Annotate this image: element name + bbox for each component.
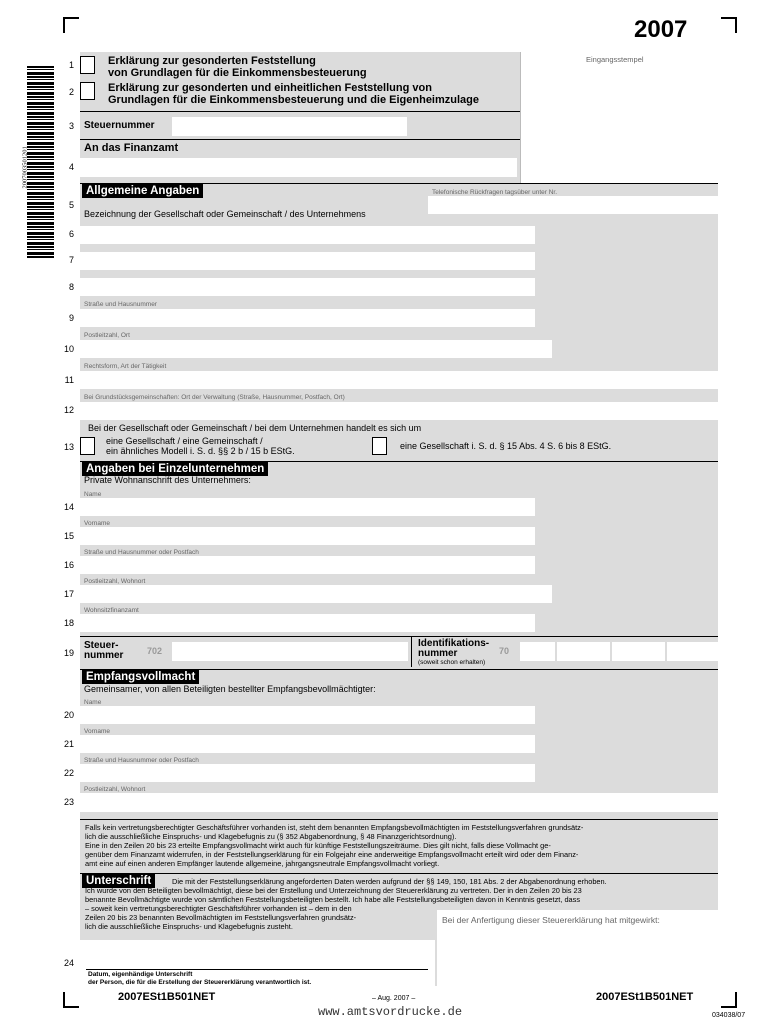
unterschrift-note-line: lich die ausschließliche Einspruchs- und Klagebefugnis zusteht. [85,922,293,931]
line-number: 14 [63,502,74,512]
empfang-note-line: lich die ausschließliche Einspruchs- und Klagebefugnis zu (§ 352 Abgabenordnung, § 48 Finanzgerichtsordnung). [85,832,457,841]
line-number: 21 [63,739,74,749]
line-number: 1 [68,60,74,70]
ident-label-b: nummer [418,648,458,659]
eingangsstempel-label: Eingangsstempel [586,55,644,64]
empfang-note-line: Eine in den Zeilen 20 bis 23 erteilte Empfangsvollmacht wirkt auch für künftige Feststellungszeiträume. Dies gilt nicht, falls diese Vollmacht ge- [85,841,551,850]
section-unterschrift: Unterschrift [82,874,155,888]
ident-code: 70 [499,646,510,656]
line-number: 5 [68,200,74,210]
einzel-steuer-code: 702 [147,646,163,656]
unterschrift-note-line: – soweit kein vertretungsberechtigter Geschäftsführer vorhanden ist – dem in den [85,904,352,913]
ident-divider [411,637,412,667]
plz-ort-field[interactable] [80,340,552,358]
ident-field-1[interactable] [520,642,555,661]
ident-label-a: Identifikations- [418,638,490,649]
unterschrift-note-first: Die mit der Feststellungserklärung angeforderten Daten werden aufgrund der §§ 149, 150, 181 Abs. 2 der Abgabenordnung erhoben. [172,877,607,886]
decl1-text-a: Erklärung zur gesonderten Feststellung [108,55,316,67]
einzel-wohnsitz-field[interactable] [80,614,535,632]
einzel-name-field[interactable] [80,498,535,516]
einzel-vorname-label: Vorname [84,520,111,527]
steuernummer-field[interactable] [172,117,407,136]
opt2-text: eine Gesellschaft i. S. d. § 15 Abs. 4 S. 6 bis 8 EStG. [400,441,612,451]
doc-number: 034038/07 [712,1012,746,1019]
bezeichnung-label: Bezeichnung der Gesellschaft oder Gemeinschaft / des Unternehmens [84,209,366,219]
einzel-name-label: Name [84,491,102,498]
opt2-checkbox[interactable] [372,437,387,455]
bezeichnung-field-8[interactable] [80,278,535,296]
empfang-note-line: amt eine auf einen anderen Empfänger lautende allgemeine, jahrgangsneutrale Empfangsvollmacht vorliegt. [85,859,440,868]
einzel-strasse-label: Straße und Hausnummer oder Postfach [84,549,199,556]
corner-mark-top-left [63,17,79,33]
einzel-strasse-field[interactable] [80,556,535,574]
ident-field-3[interactable] [612,642,665,661]
line-number: 2 [68,87,74,97]
phone-field[interactable] [428,196,718,214]
line-number: 24 [63,958,74,968]
opt1-text-a: eine Gesellschaft / eine Gemeinschaft / [106,436,263,446]
corner-mark-bottom-left [63,992,79,1008]
line-number: 13 [63,442,74,452]
einzel-wohnsitz-label: Wohnsitzfinanzamt [84,607,139,614]
divider [80,819,718,820]
empfang-note-line: genüber dem Finanzamt widerrufen, in der Feststellungserklärung für ein Folgejahr eine anderweitige Empfangsvollmacht erteilt wird oder dem Finanz- [85,850,579,859]
empfang-strasse-field[interactable] [80,764,535,782]
divider [80,111,520,112]
decl2-text-b: Grundlagen für die Einkommensbesteuerung und die Eigenheimzulage [108,94,479,106]
section-allgemeine-angaben: Allgemeine Angaben [82,184,203,198]
grundstueck-label: Bei Grundstücksgemeinschaften: Ort der Verwaltung (Straße, Hausnummer, Postfach, Ort) [84,394,345,401]
empfang-name-field[interactable] [80,706,535,724]
line-number: 18 [63,618,74,628]
form-code-left: 2007ESt1B501NET [118,991,216,1003]
einzel-steuer-label-a: Steuer- [84,640,119,651]
decl2-text-a: Erklärung zur gesonderten und einheitlichen Feststellung von [108,82,432,94]
line-number: 12 [63,405,74,415]
unterschrift-note-line: Ich wurde von den Beteiligten bevollmächtigt, diese bei der Erstellung und Unterzeichnung der Steuererklärung zu vertreten. Der in den Zeilen 20 bis 23 [85,886,582,895]
finanzamt-field[interactable] [80,158,517,177]
empfang-vorname-label: Vorname [84,728,111,735]
section-einzelunternehmen: Angaben bei Einzelunternehmen [82,462,268,476]
line-number: 19 [63,648,74,658]
einzel-plz-label: Postleitzahl, Wohnort [84,578,146,585]
line-number: 11 [64,375,74,385]
line-number: 6 [68,229,74,239]
einzel-steuernummer-field[interactable] [172,642,408,661]
handelt-label: Bei der Gesellschaft oder Gemeinschaft / bei dem Unternehmen handelt es sich um [88,423,422,433]
signature-label-a: Datum, eigenhändige Unterschrift [88,971,193,978]
eingangsstempel-box [520,52,719,183]
grundstueck-field[interactable] [80,402,718,420]
divider [80,873,718,874]
line-number: 9 [68,313,74,323]
bezeichnung-field-6[interactable] [80,226,535,244]
ident-label-c: (soweit schon erhalten) [418,659,486,666]
signature-line [86,969,428,970]
empfang-subtitle: Gemeinsamer, von allen Beteiligten bestellter Empfangsbevollmächtigter: [84,684,376,694]
line-number: 4 [68,162,74,172]
year-title: 2007 [634,16,688,43]
strasse-label: Straße und Hausnummer [84,301,157,308]
empfang-vorname-field[interactable] [80,735,535,753]
unterschrift-note-line: Zeilen 20 bis 23 benannten Bevollmächtigten im Feststellungsverfahren grundsätz- [85,913,357,922]
empfang-note [85,823,717,868]
rechtsform-label: Rechtsform, Art der Tätigkeit [84,363,167,370]
signature-label-b: der Person, die für die Erstellung der Steuererklärung verantwortlich ist. [88,979,312,986]
finanzamt-label: An das Finanzamt [84,142,179,154]
opt1-text-b: ein ähnliches Modell i. S. d. §§ 2 b / 15 b EStG. [106,446,295,456]
divider [80,139,520,140]
line-number: 22 [63,768,74,778]
line-number: 3 [68,121,74,131]
line-number: 8 [68,282,74,292]
form-date: – Aug. 2007 – [372,995,416,1002]
corner-mark-bottom-right [721,992,737,1008]
empfang-note-line: Falls kein vertretungsberechtigter Geschäftsführer vorhanden ist, steht dem benannten Empfangsbevollmächtigten im Feststellungsverfahren grundsätz- [85,823,584,832]
bezeichnung-field-7[interactable] [80,252,535,270]
decl2-checkbox[interactable] [80,82,95,100]
empfang-plz-label: Postleitzahl, Wohnort [84,786,146,793]
corner-mark-top-right [721,17,737,33]
decl1-checkbox[interactable] [80,56,95,74]
line-number: 15 [63,531,74,541]
line-number: 23 [63,797,74,807]
line-number: 17 [63,589,74,599]
einzel-plz-field[interactable] [80,585,552,603]
unterschrift-note-line: benannte Bevollmächtigte wurde von sämtlichen Feststellungsbeteiligten bestellt. Ich habe alle Feststellungsbeteiligten davon in Kenntnis gesetzt, dass [85,895,581,904]
phone-label: Telefonische Rückfragen tagsüber unter Nr. [432,189,558,196]
plz-ort-label: Postleitzahl, Ort [84,332,130,339]
ident-field-2[interactable] [557,642,610,661]
strasse-field[interactable] [80,309,535,327]
line-number: 16 [63,560,74,570]
empfang-strasse-label: Straße und Hausnummer oder Postfach [84,757,199,764]
ident-field-4[interactable] [667,642,718,661]
line-number: 7 [68,255,74,265]
steuernummer-label: Steuernummer [84,120,155,131]
form-code-right: 2007ESt1B501NET [596,991,694,1003]
section-empfangsvollmacht: Empfangsvollmacht [82,670,199,684]
mitgewirkt-label: Bei der Anfertigung dieser Steuererklärung hat mitgewirkt: [442,915,660,925]
decl1-text-b: von Grundlagen für die Einkommensbesteuerung [108,67,367,79]
divider [80,636,718,637]
line-number: 10 [63,344,74,354]
rechtsform-field[interactable] [80,371,718,389]
opt1-checkbox[interactable] [80,437,95,455]
website-footer: www.amtsvordrucke.de [318,1005,463,1019]
einzel-steuer-label-b: nummer [84,650,124,661]
einzel-subtitle: Private Wohnanschrift des Unternehmers: [84,475,251,485]
line-number: 20 [63,710,74,720]
einzel-vorname-field[interactable] [80,527,535,545]
empfang-plz-field[interactable] [80,793,718,812]
barcode-number: 2007003501201 [21,146,29,189]
empfang-name-label: Name [84,699,102,706]
